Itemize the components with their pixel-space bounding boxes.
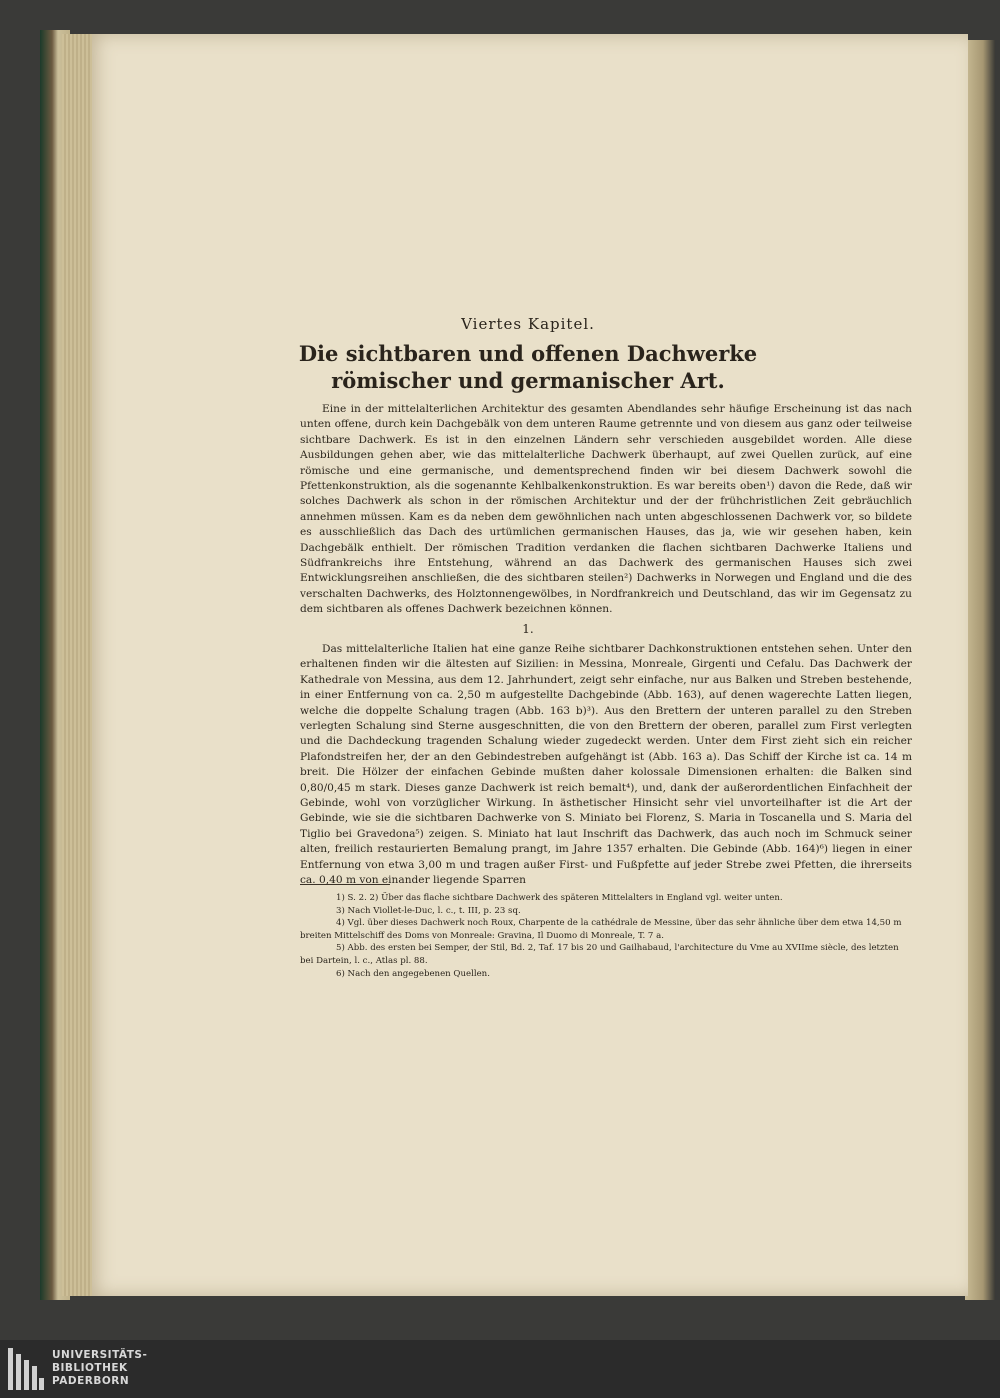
right-page-edge (965, 40, 995, 1300)
footnote: 5) Abb. des ersten bei Semper, der Stil, Bd. 2, Taf. 17 bis 20 und Gailhabaud, l'architecture du Vme au XVIIme siècle, des letzten bei Dartein, l. c., Atlas pl. 88. (300, 943, 899, 966)
library-logo-icon (8, 1348, 44, 1390)
library-logo-bar (0, 1340, 1000, 1398)
footnote: 3) Nach Viollet-le-Duc, l. c., t. III, p. 23 sq. (336, 905, 521, 916)
page-stack-edge (62, 34, 92, 1296)
logo-line: UNIVERSITÄTS- (52, 1349, 148, 1361)
logo-line: PADERBORN (52, 1375, 130, 1387)
section-text: Das mittelalterliche Italien hat eine ganze Reihe sichtbarer Dachkonstruktionen entstehen sehen. Unter den erhaltenen finden wir die ältesten auf Sizilien: in Messina, Monreale, Girgenti und Cefalu. Das Dachwerk der Kathedrale von Messina, aus dem 12. Jahrhundert, zeigt sehr einfache, nur aus Balken und Streben bestehende, in einer Entfernung von ca. 2,50 m aufgestellte Dachgebinde (Abb. 163), auf denen wagerechte Latten liegen, welche die doppelte Schalung tragen (Abb. 163 b)³). Aus den Brettern der unteren parallel zu den Streben verlegten Schalung sind Sterne ausgeschnitten, die von den Brettern der oberen, parallel zum First verlegten und die Dachdeckung tragenden Schalung wieder zugedeckt werden. Unter dem First zieht sich ein reicher Plafondstreifen her, der an den Gebindestreben aufgehängt ist (Abb. 163 a). Das Schiff der Kirche ist ca. 14 m breit. Die Hölzer der einfachen Gebinde mußten daher kolossale Dimensionen erhalten: die Balken sind 0,80/0,45 m stark. Dieses ganze Dachwerk ist reich bemalt⁴), und, dank der außerordentlichen Einfachheit der Gebinde, wohl von vorzüglicher Wirkung. In ästhetischer Hinsicht sehr viel unvorteilhafter ist die Art der Gebinde, wie sie die sichtbaren Dachwerke von S. Miniato bei Florenz, S. Maria in Toscanella und S. Maria del Tiglio bei Gravedona⁵) zeigen. S. Miniato hat laut Inschrift das Dachwerk, das auch noch im Schmuck seiner alten, freilich restaurierten Bemalung prangt, im Jahre 1357 erhalten. Die Gebinde (Abb. 164)⁶) liegen in einer Entfernung von etwa 3,00 m und tragen außer First- und Fußpfette auf jeder Strebe zwei Pfetten, die ihrerseits ca. 0,40 m von einander liegende Sparren (300, 643, 912, 887)
chapter-number: Viertes Kapitel. (461, 315, 595, 333)
chapter-title: Die sichtbaren und offenen Dachwerke römischer und germanischer Art. (298, 341, 758, 393)
logo-line: BIBLIOTHEK (52, 1362, 128, 1374)
intro-text: Eine in der mittelalterlichen Architektur des gesamten Abendlandes sehr häufige Erscheinung ist das nach unten offene, durch kein Dachgebälk von dem unteren Raume getrennte und von diesem aus ganz oder teilweise sichtbare Dachwerk. Es ist in den einzelnen Ländern sehr verschieden ausgebildet worden. Alle diese Ausbildungen gehen aber, wie das mittelalterliche Dachwerk überhaupt, auf zwei Quellen zurück, auf eine römische und eine germanische, und dementsprechend finden wir bei diesem Dachwerk sowohl die Pfettenkonstruktion, als die sogenannte Kehlbalkenkonstruktion. Es war bereits oben¹) davon die Rede, daß wir solches Dachwerk als schon in der römischen Architektur und der der frühchristlichen Zeit gebräuchlich annehmen müssen. Kam es da neben dem gewöhnlichen nach unten abgeschlossenen Dachwerk vor, so bildete es ausschließlich das Dach des urtümlichen germanischen Hauses, das ja, wie wir gesehen haben, kein Dachgebälk enthielt. Der römischen Tradition verdanken die flachen sichtbaren Dachwerke Italiens und Südfrankreichs ihre Entstehung, während an das Dachwerk des germanischen Hauses sich zwei Entwicklungsreihen anschließen, die des sichtbaren steilen²) Dachwerks in Norwegen und England und die des verschalten Dachwerks, des Holztonnengewölbes, in Nordfrankreich und Deutschland, das wir im Gegensatz zu dem sichtbaren als offenes Dachwerk bezeichnen können. (300, 403, 912, 616)
footnote-rule (300, 884, 390, 885)
footnote: 1) S. 2. 2) Über das flache sichtbare Dachwerk des späteren Mittelalters in England vgl. weiter unten. (336, 893, 783, 903)
intro-paragraph (300, 402, 912, 618)
section-paragraph (300, 642, 912, 889)
footnote: 6) Nach den angegebenen Quellen. (336, 968, 490, 979)
library-logo-text (52, 1349, 147, 1388)
footnote: 4) Vgl. über dieses Dachwerk noch Roux, Charpente de la cathédrale de Messine, über das sehr ähnliche über dem etwa 14,50 m breiten Mittelschiff des Doms von Monreale: Gravina, Il Duomo di Monreale, T. 7 a. (300, 918, 902, 941)
book-page (88, 34, 968, 1296)
section-number: 1. (522, 622, 534, 636)
footnotes (300, 892, 912, 980)
